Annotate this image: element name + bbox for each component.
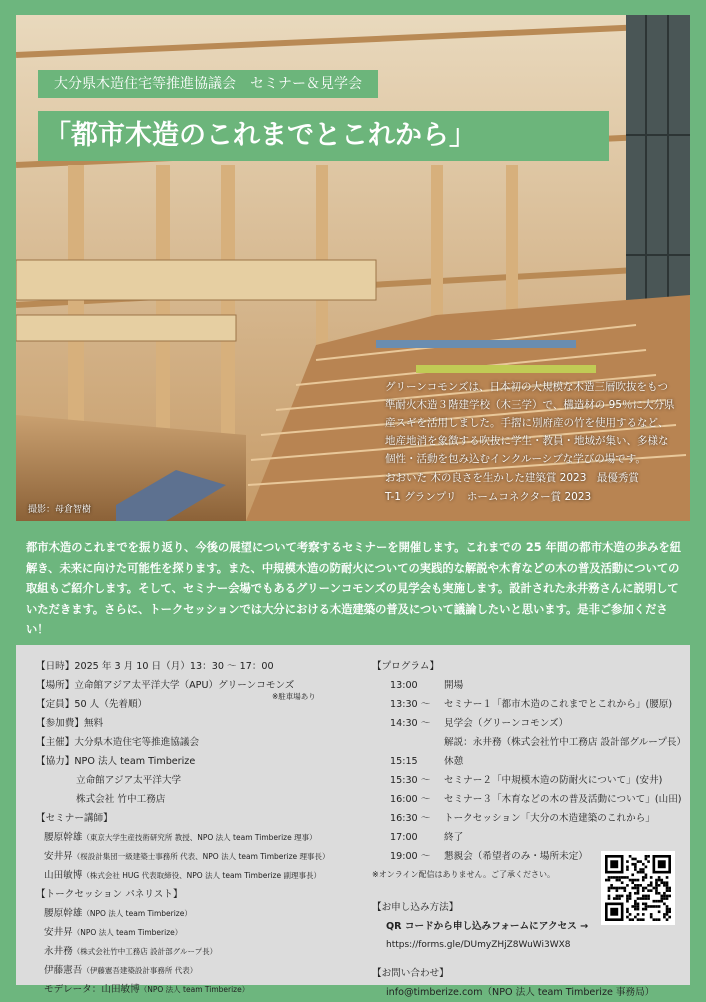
program-text: セミナー１「都市木造のこれまでとこれから」(腰原) xyxy=(444,699,673,710)
panelist-affiliation: （伊藤憲吾建築設計事務所 代表） xyxy=(82,966,198,975)
program-item xyxy=(372,809,682,828)
event-venue: 【場所】立命館アジア太平洋大学（APU）グリーンコモンズ xyxy=(36,680,295,691)
program-text: 見学会（グリーンコモンズ） xyxy=(444,718,569,729)
program-item xyxy=(372,733,687,752)
panelist-name: 伊藤憲吾 xyxy=(44,965,83,976)
cooperation-apu: 立命館アジア太平洋大学 xyxy=(76,775,182,786)
cooperation-takenaka: 株式会社 竹中工務店 xyxy=(76,794,166,805)
info-panel xyxy=(16,645,690,998)
event-date: 【日時】2025 年 3 月 10 日（月）13：30 ～ 17：00 xyxy=(36,661,274,672)
contact-heading: 【お問い合わせ】 xyxy=(372,968,449,979)
panelist-affiliation: （NPO 法人 team Timberize） xyxy=(72,928,183,937)
program-item xyxy=(372,714,682,733)
award-line-1: おおいた 木の良さを生かした建築賞 2023 最優秀賞 xyxy=(385,472,639,484)
page-title: 「都市木造のこれまでとこれから」 xyxy=(38,111,609,161)
panelist-name: モデレータ：山田敏博 xyxy=(44,984,140,995)
program-text: 休憩 xyxy=(444,756,464,767)
lecturer-name: 安井昇 xyxy=(44,851,73,862)
qr-code-graphic xyxy=(601,851,675,925)
panelist-affiliation: （NPO 法人 team Timberize） xyxy=(82,909,192,918)
lecturer-affiliation: （株式会社 HUG 代表取締役、NPO 法人 team Timberize 副理事長） xyxy=(82,871,321,880)
panelist-name: 永井務 xyxy=(44,946,73,957)
program-item xyxy=(372,695,682,714)
panelist-item xyxy=(36,961,366,980)
program-text: 解説：永井務（株式会社竹中工務店 設計部グループ長） xyxy=(444,737,687,748)
lecturer-item xyxy=(36,828,366,847)
program-item xyxy=(372,771,682,790)
program-time: 15:15 xyxy=(390,756,418,767)
apply-url-link[interactable]: https://forms.gle/DUmyZHjZ8WuWi3WX8 xyxy=(386,940,571,950)
lecturer-name: 腰原幹雄 xyxy=(44,832,83,843)
parking-note: ※駐車場あり xyxy=(272,692,316,701)
apply-heading: 【お申し込み方法】 xyxy=(372,902,459,913)
event-fee: 【参加費】無料 xyxy=(36,718,104,729)
lecturers-heading: 【セミナー講師】 xyxy=(36,813,113,824)
event-capacity-row xyxy=(36,692,366,714)
panelist-affiliation: （NPO 法人 team Timberize） xyxy=(139,985,250,994)
lecturer-item xyxy=(36,847,366,866)
panelist-name: 安井昇 xyxy=(44,927,73,938)
event-capacity: 【定員】50 人（先着順） xyxy=(36,699,148,710)
program-text: トークセッション「大分の木造建築のこれから」 xyxy=(444,813,655,824)
event-cooperation: 【協力】NPO 法人 team Timberize xyxy=(36,756,196,767)
lecturer-name: 山田敏博 xyxy=(44,870,83,881)
event-organizer: 【主催】大分県木造住宅等推進協議会 xyxy=(36,737,200,748)
lecturer-affiliation: （東京大学生産技術研究所 教授、NPO 法人 team Timberize 理事） xyxy=(82,833,317,842)
program-time: 13:30 ～ xyxy=(390,699,431,710)
award-line-2: T-1 グランプリ ホームコネクター賞 2023 xyxy=(385,491,592,503)
program-heading: 【プログラム】 xyxy=(372,661,440,672)
program-item xyxy=(372,790,682,809)
program-time: 14:30 ～ xyxy=(390,718,431,729)
seminar-subtitle: 大分県木造住宅等推進協議会 セミナー＆見学会 xyxy=(38,70,378,98)
photo-caption: グリーンコモンズは、日本初の大規模な木造三層吹抜をもつ準耐火木造３階建学校（木三学）で、構造材の 95％に大分県産スギを活用しました。手摺に別府産の竹を使用するなど、地産地消を象徴する吹抜に学生・教員・地域が集い、多様な個性・活動を包み込むインクルーシブな学びの場です。 xyxy=(385,381,675,465)
qr-code[interactable] xyxy=(601,851,675,925)
photo-credit: 撮影：母倉智樹 xyxy=(28,505,92,515)
panelist-item xyxy=(36,942,366,961)
program-item xyxy=(372,828,682,847)
program-text: セミナー２「中規模木造の防耐火について」(安井) xyxy=(444,775,663,786)
program-time: 16:30 ～ xyxy=(390,813,431,824)
program-time: 19:00 ～ xyxy=(390,851,431,862)
program-time: 17:00 xyxy=(390,832,418,843)
lecturer-affiliation: （桜設計集団一級建築士事務所 代表、NPO 法人 team Timberize 理事長） xyxy=(72,852,330,861)
program-item xyxy=(372,752,682,771)
panelist-item xyxy=(36,980,366,999)
panelist-name: 腰原幹雄 xyxy=(44,908,83,919)
contact-email-link[interactable]: info@timberize.com（NPO 法人 team Timberize 事務局） xyxy=(386,987,655,998)
online-note: ※オンライン配信はありません。ご了承ください。 xyxy=(372,870,555,879)
panelist-affiliation: （株式会社竹中工務店 設計部グループ長） xyxy=(72,947,218,956)
program-section xyxy=(372,657,687,1002)
lecturer-item xyxy=(36,866,366,885)
event-details xyxy=(36,657,366,999)
apply-instruction: QR コードから申し込みフォームにアクセス → xyxy=(386,921,589,932)
program-time: 15:30 ～ xyxy=(390,775,431,786)
program-time: 16:00 ～ xyxy=(390,794,431,805)
program-time: 13:00 xyxy=(390,680,418,691)
program-item xyxy=(372,676,682,695)
program-text: 開場 xyxy=(444,680,464,691)
program-text: 懇親会（希望者のみ・場所未定） xyxy=(444,851,588,862)
program-text: 終了 xyxy=(444,832,464,843)
intro-text: 都市木造のこれまでを振り返り、今後の展望について考察するセミナーを開催します。これまでの 25 年間の都市木造の歩みを紐解き、未来に向けた可能性を探ります。また、中規模木造の防耐火についての実践的な解説や木育などの木の普及活動についての取組もご紹介します。そして、セミナー会場でもあるグリーンコモンズの見学会も実施します。設計された永井務さんに説明していただきます。さらに、トークセッションでは大分における木造建築の普及について議論したいと思います。是非ご参加ください！ xyxy=(26,541,682,636)
panelist-item xyxy=(36,904,366,923)
panelist-item xyxy=(36,923,366,942)
panelists-heading: 【トークセッション パネリスト】 xyxy=(36,889,183,900)
program-text: セミナー３「木育などの木の普及活動について」(山田) xyxy=(444,794,682,805)
